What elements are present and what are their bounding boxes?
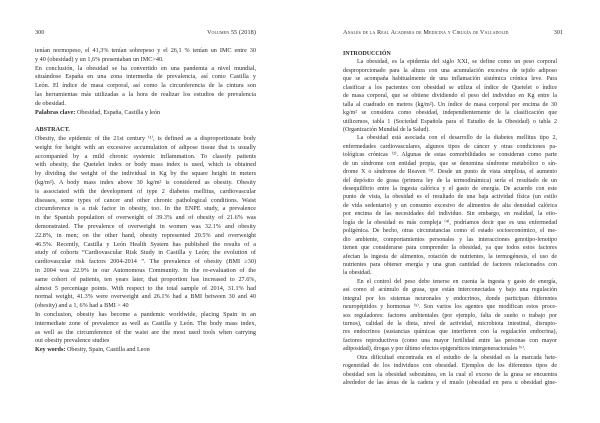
text-line: same cohort of patients, ten years later, that proportion has increased to 27.6%, — [35, 275, 256, 283]
text-line: adiposidad), drogas y por último efectos epigenéticos intergeneracionales ⁽⁶⁾. — [343, 346, 526, 353]
text-line: tológicas crónicas ⁽²⁾. Algunas de estas comorbilidades se consideran como parte — [343, 152, 557, 159]
text-line: tenían normopeso, el 41,3% tenían sobrepeso y el 26,1 % tenían un IMC entre 30 — [35, 47, 256, 54]
text-line: poligénica. De hecho, otras circunstancias como el estado socioeconómico, el me- — [343, 228, 557, 235]
text-line: integral por los sistemas neuronales y endocrinos, donde participan diferentes — [343, 295, 557, 302]
text-line: En conclusión, la obesidad se ha convertido en una pandemia a nivel mundial, — [35, 64, 256, 72]
keywords-label: Palabras clave: — [35, 108, 76, 116]
text-line: alrededor de las áreas de la cadera y el muslo (obesidad en pera u obesidad gine- — [343, 380, 557, 387]
text-line: tienen que considerarse para comprender la obesidad, ya que todos estos factores — [343, 245, 557, 252]
keywords-es — [35, 109, 256, 118]
text-line: (obesity) and a 1, 6% had a BMI > 40 — [35, 302, 129, 310]
text-line: study of cohorts “Cardiovascular Risk Study in Castilla y León; the evolution of — [35, 249, 256, 257]
text-line: desproporcionado para la altura con una acumulación excesiva de tejido adiposo — [343, 67, 557, 74]
text-line: demonstrated. The prevalence of overweight in women was 32.1% and obesity — [35, 222, 256, 230]
text-line: Otra dificultad encontrada en el estudio de la obesidad es la marcada hete- — [357, 354, 557, 361]
section-heading: INTRODUCCIÓN — [343, 51, 391, 57]
text-line: diseases, some types of cancer and other chronic pathological conditions. Waist — [35, 196, 256, 204]
text-line: (Organización Mundial de la Salud). — [343, 126, 430, 133]
keywords-en — [35, 346, 256, 355]
text-line: y 40 (obesidad) y un 1,6% presentaban un IMC>40. — [35, 55, 164, 63]
spacer — [35, 117, 256, 126]
abstract-heading: ABSTRACT. — [35, 126, 70, 134]
text-line: las herramientas más utilizadas a la hora de realizar los estudios de prevalencia — [35, 90, 256, 98]
text-line: enfermedades cardiovasculares, algunos tipos de cáncer y otras condiciones pa- — [343, 143, 557, 150]
text-line: nutrientes para obtener energía y una gran cantidad de factores relacionados con — [343, 261, 557, 268]
text-line: por encima de las necesidades del individuo. Sin embargo, en realidad, la etio- — [343, 211, 557, 218]
text-line: drome X o síndrome de Reaven ⁽³⁾. Desde un punto de vista simplista, el aumento — [343, 169, 557, 176]
text-line: En el control del peso debe tenerse en cuenta la ingesta y gasto de energía, — [357, 278, 557, 285]
running-header: Anales de la Real Academia de Medicina y Cirugía de Valladolid — [343, 29, 509, 36]
text-line: normal weight, 41.3% were overweight and 26.1% had a BMI between 30 and 40 — [35, 293, 256, 301]
text-line: la obesidad. — [343, 270, 372, 277]
text-line: weight for height with an excessive accumulation of adipose tissue that is usually — [35, 143, 256, 151]
text-line: factores reproductivos (como una mayor fertilidad entre las personas con mayor — [343, 337, 557, 344]
text-line: res endocrinos (sustancias químicas que interfieren con la regulación endocrina), — [343, 329, 557, 336]
text-line: Obesity, the epidemic of the 21st century ⁽¹⁾, is defined as a disproportionate body — [35, 134, 256, 142]
text-line: sos reguladores: factores ambientales (por ejemplo, falta de sueño o trabajo por — [343, 312, 557, 319]
text-line: rogeneidad de los individuos con obesidad. Ejemplos de los diferentes tipos de — [343, 363, 557, 370]
text-line: 46.5%. Recently, Castilla y León Health System has published the results of a — [35, 240, 256, 248]
text-line: utilicemos, tabla 1 (Sociedad Española para el Estudio de la Obesidad) o tabla 2 — [343, 118, 557, 125]
text-line: is associated with the development of type 2 diabetes mellitus, cardiovascular — [35, 187, 256, 195]
text-line: cardiovascular risk factors 2004-2014 ”. The prevalence of obesity (BMI ≥30) — [35, 258, 256, 266]
text-line: desequilibrio entre la ingesta calórica y el gasto de energía. De acuerdo con este — [343, 186, 557, 192]
text-line: situándose España en una zona intermedia de prevalencia, así como Castilla y — [35, 73, 256, 81]
text-line: logía de la obesidad es más compleja ⁽⁴⁾, podríamos decir que es una enfermedad — [343, 219, 557, 226]
page-number: 301 — [553, 29, 563, 36]
text-line: out obesity prevalence studies — [35, 337, 110, 345]
text-line: as well as the circumference of the waist are the most used tools when carrying — [35, 328, 256, 336]
left-column-text — [35, 47, 256, 355]
running-header: Volumen 55 (2018) — [206, 29, 256, 36]
keywords-value: Obesity, Spain, Castilla and Leon — [65, 346, 150, 354]
keywords-value: Obesidad, España, Castilla y león — [75, 108, 161, 116]
text-line: in 2004 was 22.9% in our Autonomous Community. In the re-evaluation of the — [35, 266, 256, 274]
text-line: La obesidad, es la epidemia del siglo XXI, se define como un peso corporal — [357, 59, 557, 66]
text-line: obesidad son la obesidad subcutánea, en la cual el exceso de la grasa se encuentra — [343, 371, 557, 378]
text-line: talla al cuadrado en metros (kg/m²). Un índice de masa corporal por encima de 30 — [343, 101, 557, 108]
text-line: La obesidad está asociada con el desarrollo de la diabetes mellitus tipo 2, — [357, 135, 557, 142]
text-line: In conclusion, obesity has become a pandemic worldwide, placing Spain in an — [35, 310, 256, 318]
keywords-label: Key words: — [35, 346, 66, 354]
text-line: punto de vista, la obesidad es el resultado de una baja actividad física (un estilo — [343, 194, 557, 201]
text-line: León. El índice de masa corporal, así como la circunferencia de la cintura son — [35, 82, 256, 90]
text-line: de masa corporal, que se obtiene dividiendo el peso del individuo en Kg entre la — [343, 93, 557, 100]
text-line: kg/m² se considera como obesidad, independientemente de la clasificación que — [343, 110, 557, 117]
text-line: de un síndrome con entidad propia, que se denomina síndrome metabólico o sín- — [343, 160, 557, 167]
text-line: accompanied by a mild chronic systemic inflammation. To classify patients — [35, 152, 256, 160]
text-line: dio ambiente, comportamientos personales y las interacciones genotipo-fenotipo — [343, 236, 557, 243]
right-column-text — [343, 50, 557, 388]
text-line: clasificar a los pacientes con obesidad se utiliza el índice de Quetelet o índice — [343, 84, 557, 91]
text-line: de obesidad. — [35, 99, 66, 107]
text-line: de vida sedentario) y un consumo excesivo de alimentos de alta densidad calórica — [343, 202, 557, 209]
text-line: neuropéptidos y hormonas ⁽⁵⁾. Son varios los agentes que modifican estos proce- — [343, 304, 557, 311]
page-number: 300 — [35, 29, 45, 36]
text-line: with obesity, the Quetelet index or body mass index is used, which is obtained — [35, 161, 256, 169]
text-line: in the Spanish population of overweight of 39.3% and of obesity of 21.6% was — [35, 214, 256, 222]
text-line: by dividing the weight of the individual in Kg by the square height in meters — [35, 170, 256, 178]
text-line: así como el acúmulo de grasa, que están interconectadas y bajo una regulación — [343, 287, 557, 294]
text-line: (kg/m²). A body mass index above 30 kg/m² is considered as obesity. Obesity — [35, 178, 256, 186]
text-line: intermediate zone of prevalence as well as Castilla y León. The body mass index, — [35, 319, 256, 327]
text-line: turnos), calidad de la dieta, nivel de actividad, microbiota intestinal, disrupto- — [343, 321, 557, 327]
text-line: almost 5 percentage points. With respect to the total sample of 2014, 31.1% had — [35, 284, 256, 292]
text-line: afectan la ingesta de alimentos, rotación de nutrientes, la termogénesis, el uso de — [343, 253, 557, 260]
right-page — [300, 0, 600, 423]
text-line: 22.8%, in men; on the other hand, obesity represented 20.5% and overweight — [35, 231, 256, 239]
text-line: del depósito de grasa (primera ley de la termodinámica) sería el resultado de un — [343, 177, 557, 184]
text-line: que se acompaña habitualmente de una inflamación sistémica crónica leve. Para — [343, 76, 557, 83]
text-line: circumference is a risk factor in obesity, too. In the ENPE study, a prevalence — [35, 205, 256, 213]
